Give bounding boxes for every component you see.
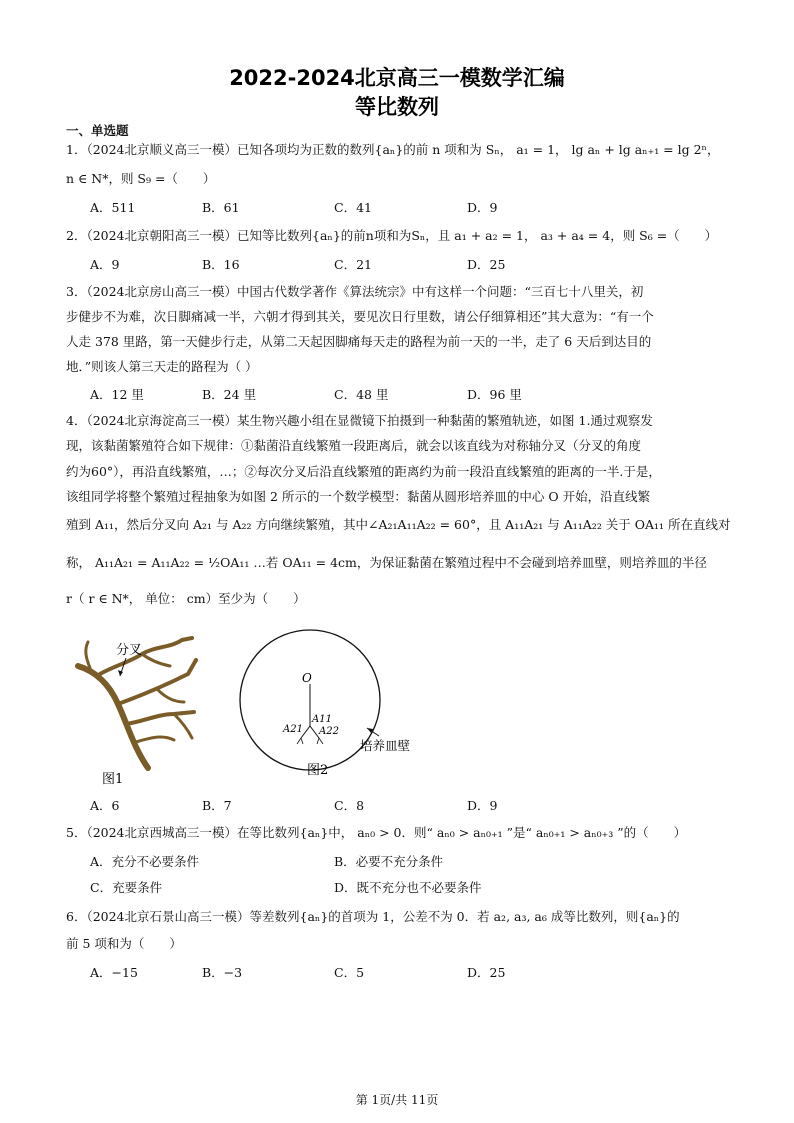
option-d: D．9 — [467, 798, 498, 813]
option-b: B．7 — [202, 798, 232, 813]
q4-text-1: 4．（2024北京海淀高三一模）某生物兴趣小组在显微镜下拍摄到一种黏菌的繁殖轨迹，如图 1.通过观察发 — [66, 413, 653, 428]
option-a: A．12 里 — [90, 387, 144, 402]
label-A11: A11 — [312, 714, 332, 725]
q4-text-6: 称， A₁₁A₂₁ = A₁₁A₂₂ = ½OA₁₁ …若 OA₁₁ = 4cm，为保证黏菌在繁殖过程中不会碰到培养皿壁，则培养皿的半径 — [66, 555, 707, 570]
q3-text-4: 地．”则该人第三天走的路程为（ ） — [66, 359, 258, 374]
q4-text-3: 约为60°），再沿直线繁殖，…；②每次分叉后沿直线繁殖的距离约为前一段沿直线繁殖的距离的一半.于是， — [66, 464, 661, 479]
option-c: C．48 里 — [334, 387, 389, 402]
q4-text-5: 殖到 A₁₁，然后分叉向 A₂₁ 与 A₂₂ 方向继续繁殖，其中∠A₂₁A₁₁A₂₂ = 60°，且 A₁₁A₂₁ 与 A₁₁A₂₂ 关于 OA₁₁ 所在直线对 — [66, 517, 731, 532]
option-b: B．24 里 — [202, 387, 257, 402]
q6-text-1: 6．（2024北京石景山高三一模）等差数列{aₙ}的首项为 1，公差不为 0．若 a₂, a₃, a₆ 成等比数列，则{aₙ}的 — [66, 909, 680, 924]
option-b: B．61 — [202, 200, 240, 215]
doc-subtitle: 等比数列 — [355, 95, 439, 119]
option-c: C．8 — [334, 798, 365, 813]
option-a: A．9 — [90, 257, 120, 272]
q3-text-3: 人走 378 里路，第一天健步行走，从第二天起因脚痛每天走的路程为前一天的一半，走了 6 天后到达目的 — [66, 334, 652, 349]
label-O: O — [302, 671, 312, 685]
q4-text-2: 现，该黏菌繁殖符合如下规律：①黏菌沿直线繁殖一段距离后，就会以该直线为对称轴分叉（分叉的角度 — [66, 438, 642, 453]
option-d: D．9 — [467, 200, 498, 215]
option-a: A．充分不必要条件 — [90, 854, 200, 869]
figure-1-caption: 图1 — [102, 772, 124, 787]
option-c: C．21 — [334, 257, 372, 272]
label-dish-wall: 培养皿壁 — [360, 738, 411, 753]
figure-1 — [70, 630, 210, 790]
q1-text-2: n ∈ N*，则 S₉ =（ ） — [66, 171, 216, 186]
q1-text-1: 1．（2024北京顺义高三一模）已知各项均为正数的数列{aₙ}的前 n 项和为 Sₙ， a₁ = 1， lg aₙ + lg aₙ₊₁ = lg 2ⁿ， — [66, 142, 720, 157]
q5-text-1: 5．（2024北京西城高三一模）在等比数列{aₙ}中， aₙ₀ > 0．则“ aₙ₀ > aₙ₀₊₁ ”是“ aₙ₀₊₁ > aₙ₀₊₃ ”的（ ） — [66, 825, 687, 840]
option-d: D．96 里 — [467, 387, 522, 402]
option-c: C．5 — [334, 965, 365, 980]
doc-title: 2022-2024北京高三一模数学汇编 — [229, 66, 565, 90]
option-c: C．41 — [334, 200, 372, 215]
q4-text-7: r（ r ∈ N*， 单位： cm）至少为（ ） — [66, 591, 306, 606]
label-A22: A22 — [319, 726, 339, 737]
q3-text-1: 3．（2024北京房山高三一模）中国古代数学著作《算法统宗》中有这样一个问题：“三百七十八里关，初 — [66, 284, 644, 299]
option-a: A．−15 — [90, 965, 138, 980]
q3-text-2: 步健步不为难，次日脚痛减一半，六朝才得到其关，要见次日行里数，请公仔细算相还”其大意为：“有一个 — [66, 309, 654, 324]
page-footer: 第 1页/共 11页 — [355, 1093, 439, 1107]
section-heading: 一、单选题 — [66, 123, 129, 138]
option-d: D．25 — [467, 965, 506, 980]
option-c: C．充要条件 — [90, 880, 163, 895]
option-d: D．既不充分也不必要条件 — [334, 880, 482, 895]
option-b: B．必要不充分条件 — [334, 854, 444, 869]
label-A21: A21 — [283, 724, 303, 735]
q6-text-2: 前 5 项和为（ ） — [66, 936, 182, 951]
branch-label: 分叉 — [116, 643, 143, 658]
option-b: B．−3 — [202, 965, 243, 980]
option-b: B．16 — [202, 257, 240, 272]
option-d: D．25 — [467, 257, 506, 272]
option-a: A．6 — [90, 798, 120, 813]
option-a: A．511 — [90, 200, 136, 215]
q2-text-1: 2．（2024北京朝阳高三一模）已知等比数列{aₙ}的前n项和为Sₙ，且 a₁ + a₂ = 1， a₃ + a₄ = 4，则 S₆ =（ ） — [66, 228, 718, 243]
figure-2-caption: 图2 — [307, 763, 329, 778]
q4-text-4: 该组同学将整个繁殖过程抽象为如图 2 所示的一个数学模型：黏菌从圆形培养皿的中心 O 开始，沿直线繁 — [66, 489, 651, 504]
figure-2 — [235, 630, 455, 790]
